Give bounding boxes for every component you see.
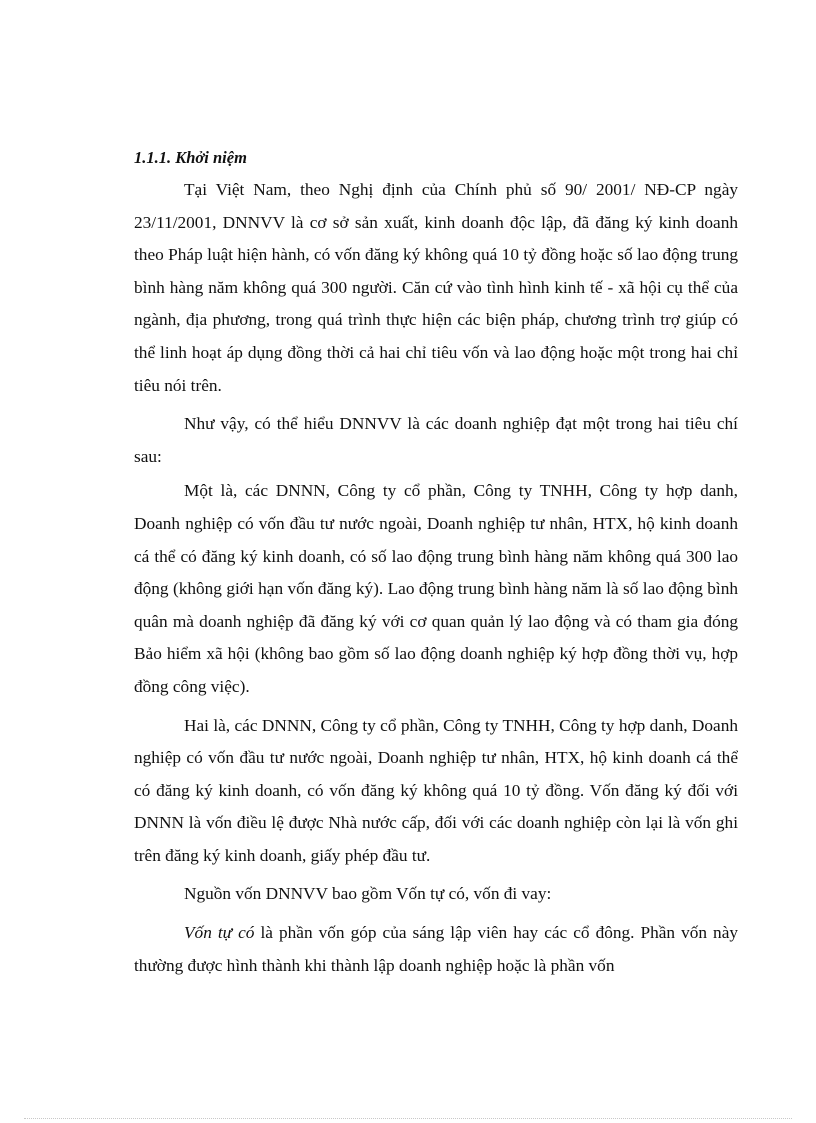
paragraph-own-capital	[134, 917, 738, 982]
own-capital-text: là phần vốn góp của sáng lập viên hay các cổ đông. Phần vốn này thường được hình thành khi thành lập doanh nghiệp hoặc là phần vốn	[134, 923, 739, 975]
paragraph-definition: Tại Việt Nam, theo Nghị định của Chính phủ số 90/ 2001/ NĐ-CP ngày 23/11/2001, DNNVV là cơ sở sản xuất, kinh doanh độc lập, đã đăng ký kinh doanh theo Pháp luật hiện hành, có vốn đăng ký không quá 10 tỷ đồng hoặc số lao động trung bình hàng năm không quá 300 người. Căn cứ vào tình hình kinh tế - xã hội cụ thể của ngành, địa phương, trong quá trình thực hiện các biện pháp, chương trình trợ giúp có thể linh hoạt áp dụng đồng thời cả hai chỉ tiêu vốn và lao động hoặc một trong hai chỉ tiêu nói trên.	[134, 180, 738, 395]
own-capital-term: Vốn tự có	[184, 923, 255, 943]
page-bottom-divider	[24, 1118, 792, 1119]
paragraph-criteria-intro: Như vậy, có thể hiểu DNNVV là các doanh nghiệp đạt một trong hai tiêu chí sau:	[134, 414, 738, 466]
section-heading: 1.1.1. Khởi niệm	[134, 148, 247, 167]
paragraph-criterion-one: Một là, các DNNN, Công ty cổ phần, Công ty TNHH, Công ty hợp danh, Doanh nghiệp có vốn đầu tư nước ngoài, Doanh nghiệp tư nhân, HTX, hộ kinh doanh cá thể có đăng ký kinh doanh, có số lao động trung bình hàng năm không quá 300 lao động (không giới hạn vốn đăng ký). Lao động trung bình hàng năm là số lao động bình quân mà doanh nghiệp đã đăng ký với cơ quan quản lý lao động và có tham gia đóng Bảo hiểm xã hội (không bao gồm số lao động doanh nghiệp ký hợp đồng thời vụ, hợp đồng công việc).	[134, 481, 738, 696]
paragraph-criterion-two: Hai là, các DNNN, Công ty cổ phần, Công ty TNHH, Công ty hợp danh, Doanh nghiệp có vốn đầu tư nước ngoài, Doanh nghiệp tư nhân, HTX, hộ kinh doanh cá thể có đăng ký kinh doanh, có vốn đăng ký không quá 10 tỷ đồng. Vốn đăng ký đối với DNNN là vốn điều lệ được Nhà nước cấp, đối với các doanh nghiệp còn lại là vốn ghi trên đăng ký kinh doanh, giấy phép đầu tư.	[134, 715, 738, 865]
paragraph-capital-sources: Nguồn vốn DNNVV bao gồm Vốn tự có, vốn đi vay:	[184, 884, 552, 904]
document-body	[134, 142, 738, 984]
